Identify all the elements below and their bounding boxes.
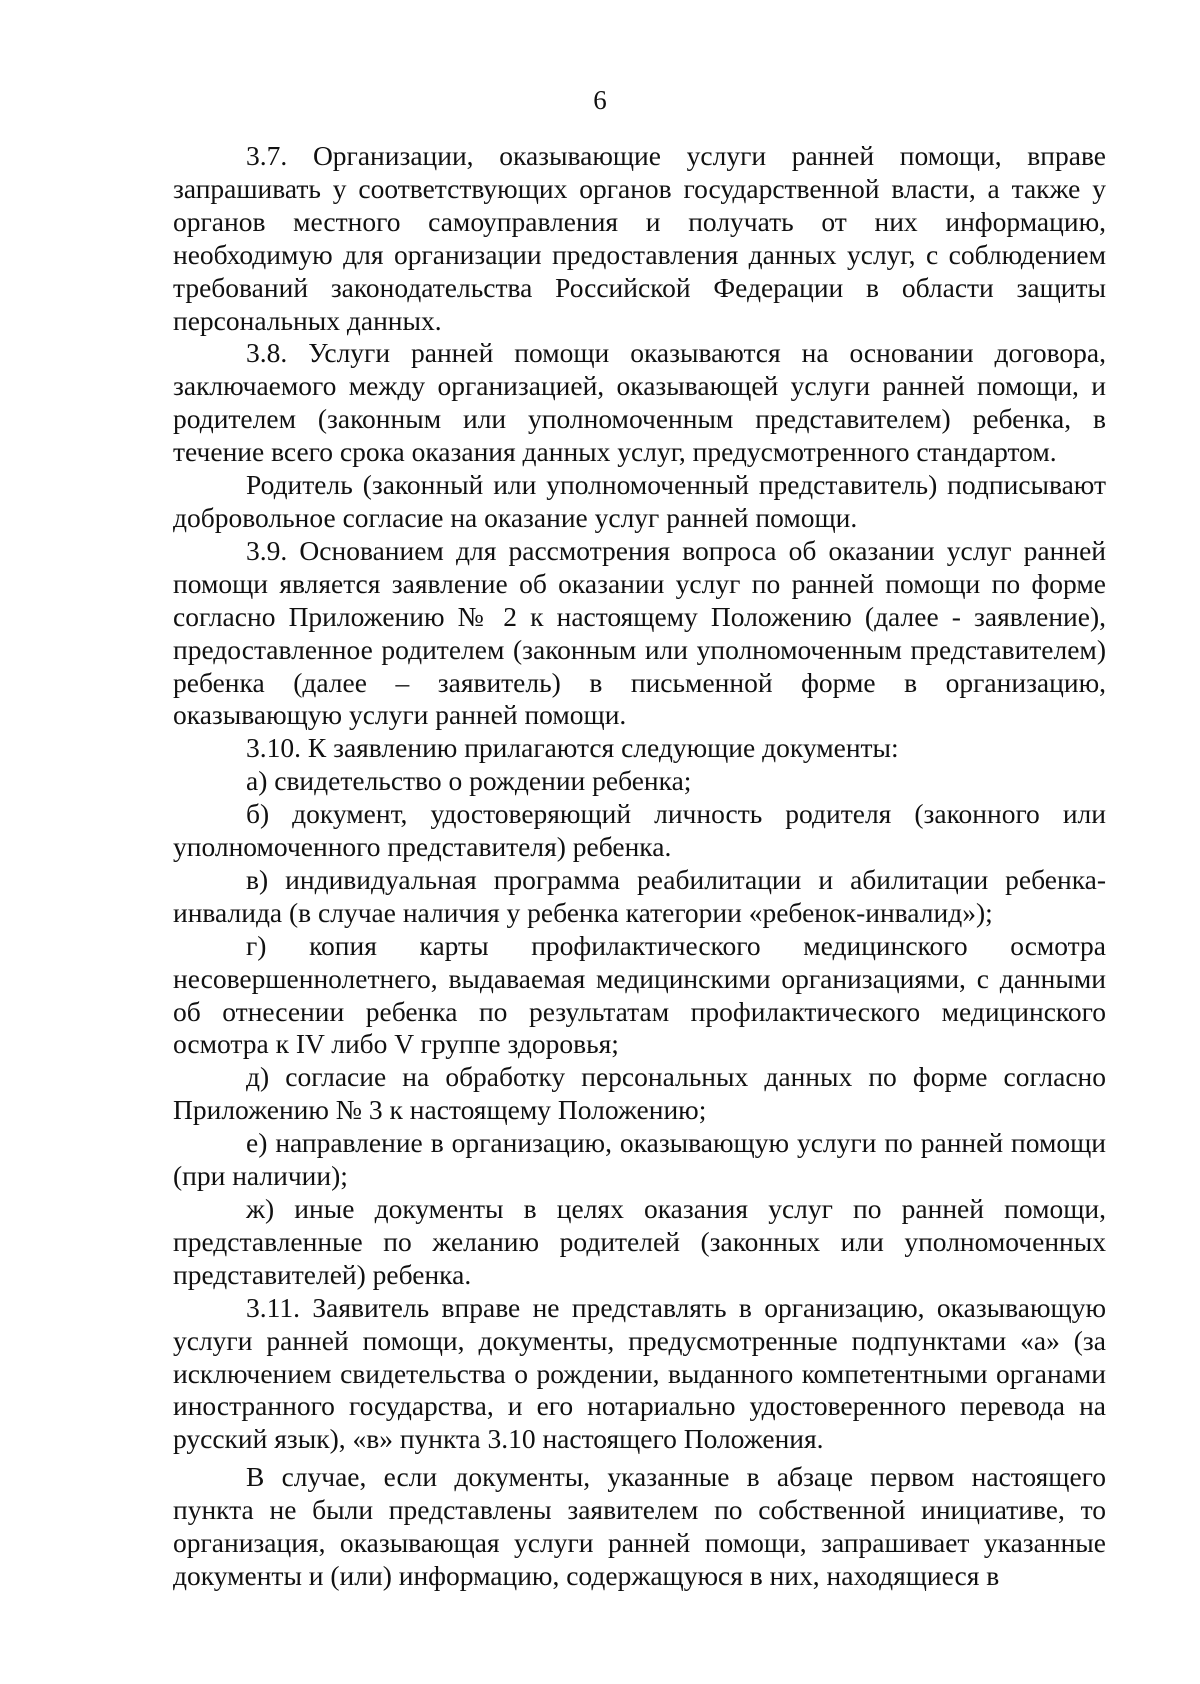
paragraph-3-10: 3.10. К заявлению прилагаются следующие документы:	[246, 732, 899, 764]
paragraph-3-7: 3.7. Организации, оказывающие услуги ранней помощи, вправе запрашивать у соответствующих органов государственной власти, а также у органов местного самоуправления и получать от них информацию, необходимую для организации предоставления данных услуг, с соблюдением требований законодательства Российской Федерации в области защиты персональных данных.	[173, 140, 1106, 336]
list-item-a: а) свидетельство о рождении ребенка;	[246, 765, 692, 797]
list-item-d: д) согласие на обработку персональных данных по форме согласно Приложению № 3 к настоящему Положению;	[173, 1061, 1106, 1126]
paragraph-parent-consent: Родитель (законный или уполномоченный представитель) подписывают добровольное согласие на оказание услуг ранней помощи.	[173, 469, 1106, 533]
list-item-v: в) индивидуальная программа реабилитации и абилитации ребенка-инвалида (в случае наличия у ребенка категории «ребенок-инвалид»);	[173, 863, 1106, 928]
document-body	[173, 140, 1106, 1593]
list-item-zh: ж) иные документы в целях оказания услуг по ранней помощи, представленные по желанию родителей (законных или уполномоченных представителей) ребенка.	[173, 1193, 1106, 1290]
paragraph-3-11: 3.11. Заявитель вправе не представлять в организацию, оказывающую услуги ранней помощи, документы, предусмотренные подпунктами «а» (за исключением свидетельства о рождении, выданного компетентными органами иностранного государства, и его нотариально удостоверенного перевода на русский язык), «в» пункта 3.10 настоящего Положения.	[173, 1291, 1106, 1455]
paragraph-request-documents: В случае, если документы, указанные в абзаце первом настоящего пункта не были представлены заявителем по собственной инициативе, то организация, оказывающая услуги ранней помощи, запрашивает указанные документы и (или) информацию, содержащуюся в них, находящиеся в	[173, 1461, 1106, 1591]
list-item-g: г) копия карты профилактического медицинского осмотра несовершеннолетнего, выдаваемая медицинскими организациями, с данными об отнесении ребенка по результатам профилактического медицинского осмотра к IV либо V группе здоровья;	[173, 929, 1106, 1060]
list-item-b: б) документ, удостоверяющий личность родителя (законного или уполномоченного представителя) ребенка.	[173, 798, 1106, 863]
list-item-e: е) направление в организацию, оказывающую услуги по ранней помощи (при наличии);	[173, 1127, 1106, 1192]
paragraph-3-8: 3.8. Услуги ранней помощи оказываются на основании договора, заключаемого между организацией, оказывающей услуги ранней помощи, и родителем (законным или уполномоченным представителем) ребенка, в течение всего срока оказания данных услуг, предусмотренного стандартом.	[173, 337, 1106, 468]
paragraph-3-9: 3.9. Основанием для рассмотрения вопроса об оказании услуг ранней помощи является заявление об оказании услуг по ранней помощи по форме согласно Приложению № 2 к настоящему Положению (далее - заявление), предоставленное родителем (законным или уполномоченным представителем) ребенка (далее – заявитель) в письменной форме в организацию, оказывающую услуги ранней помощи.	[173, 534, 1106, 731]
page-number: 6	[593, 85, 607, 115]
